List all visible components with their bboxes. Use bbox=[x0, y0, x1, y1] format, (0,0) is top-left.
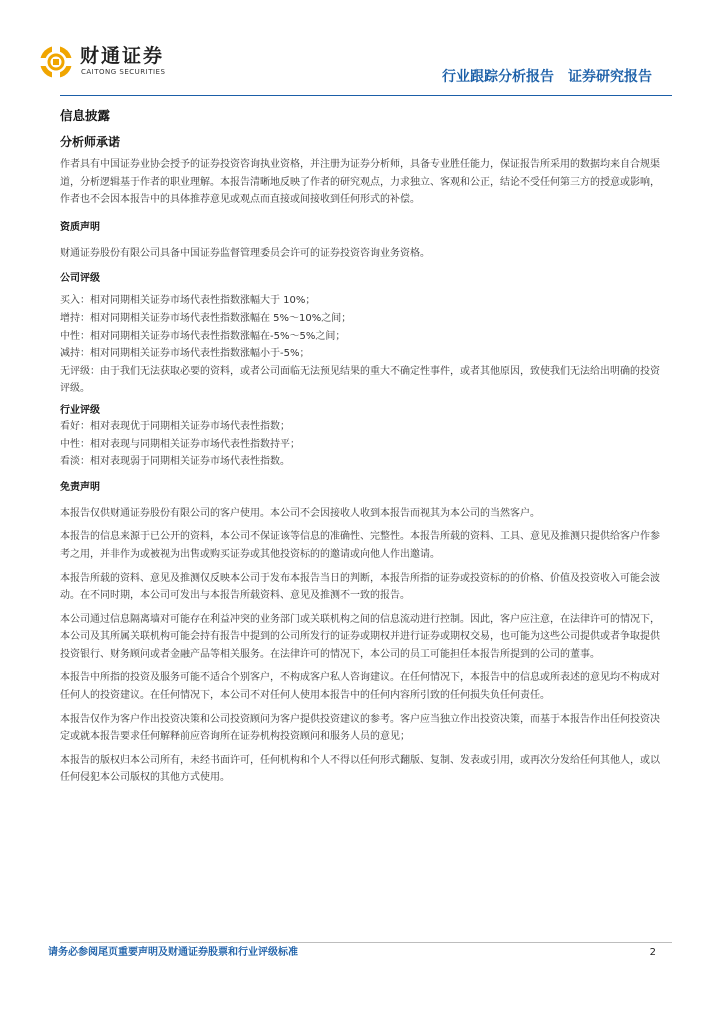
caitong-logo-icon bbox=[38, 44, 74, 80]
disclaimer-title: 免责声明 bbox=[60, 481, 100, 493]
industry-rating-negative: 看淡：相对表现弱于同期相关证券市场代表性指数。 bbox=[60, 456, 290, 468]
footer-divider bbox=[60, 942, 672, 943]
report-type-label bbox=[442, 68, 652, 86]
report-category: 证券研究报告 bbox=[568, 69, 652, 85]
company-rating-none: 无评级：由于我们无法获取必要的资料，或者公司面临无法预见结果的重大不确定性事件，或者其他原因，致使我们无法给出明确的投资评级。 bbox=[60, 365, 660, 395]
footer-note: 请务必参阅尾页重要声明及财通证券股票和行业评级标准 bbox=[48, 947, 298, 958]
disclosure-title: 信息披露 bbox=[60, 108, 111, 123]
header-divider bbox=[60, 95, 672, 96]
page-number: 2 bbox=[649, 947, 656, 958]
industry-rating-title: 行业评级 bbox=[60, 404, 100, 416]
disclaimer-paragraph: 本报告仅供财通证券股份有限公司的客户使用。本公司不会因接收人收到本报告而视其为本公司的当然客户。 bbox=[60, 507, 540, 519]
industry-rating-positive: 看好：相对表现优于同期相关证券市场代表性指数； bbox=[60, 420, 290, 432]
analyst-commitment-title: 分析师承诺 bbox=[60, 135, 121, 149]
disclaimer-paragraph: 本报告仅作为客户作出投资决策和公司投资顾问为客户提供投资建议的参考。客户应当独立作出投资决策，而基于本报告作出任何投资决定或就本报告要求任何解释前应咨询所在证券机构投资顾问和服务人员的意见； bbox=[60, 713, 660, 743]
qualification-text: 财通证券股份有限公司具备中国证券监督管理委员会许可的证券投资咨询业务资格。 bbox=[60, 247, 430, 259]
logo-english-name: CAITONG SECURITIES bbox=[81, 68, 166, 76]
disclaimer-paragraph: 本公司通过信息隔离墙对可能存在利益冲突的业务部门或关联机构之间的信息流动进行控制。因此，客户应注意，在法律许可的情况下，本公司及其所属关联机构可能会持有报告中提到的公司所发行的证券或期权并进行证券或期权交易，也可能为这些公司提供或者争取提供投资银行、财务顾问或者金融产品等相关服务。在法律许可的情况下，本公司的员工可能担任本报告所提到的公司的董事。 bbox=[60, 613, 660, 660]
company-rating-title: 公司评级 bbox=[60, 273, 100, 285]
analyst-commitment-text: 作者具有中国证券业协会授予的证券投资咨询执业资格，并注册为证券分析师，具备专业胜任能力，保证报告所采用的数据均来自合规渠道，分析逻辑基于作者的职业理解。本报告清晰地反映了作者的研究观点，力求独立、客观和公正，结论不受任何第三方的授意或影响，作者也不会因本报告中的具体推荐意见或观点而直接或间接收到任何形式的补偿。 bbox=[60, 159, 660, 206]
disclaimer-paragraph: 本报告的版权归本公司所有，未经书面许可，任何机构和个人不得以任何形式翻版、复制、发表或引用，或再次分发给任何其他人，或以任何侵犯本公司版权的其他方式使用。 bbox=[60, 754, 660, 784]
industry-rating-neutral: 中性：相对表现与同期相关证券市场代表性指数持平； bbox=[60, 438, 300, 450]
logo-chinese-name: 财通证券 bbox=[80, 45, 165, 67]
company-rating-neutral: 中性：相对同期相关证券市场代表性指数涨幅在-5%～5%之间； bbox=[60, 330, 346, 342]
page-header bbox=[0, 0, 724, 96]
document-body bbox=[60, 108, 664, 787]
qualification-title: 资质声明 bbox=[60, 221, 100, 233]
company-rating-overweight: 增持：相对同期相关证券市场代表性指数涨幅在 5%～10%之间； bbox=[60, 312, 352, 324]
disclaimer-paragraph: 本报告中所指的投资及服务可能不适合个别客户，不构成客户私人咨询建议。在任何情况下，本报告中的信息或所表述的意见均不构成对任何人的投资建议。在任何情况下，本公司不对任何人使用本报告中的任何内容所引致的任何损失负任何责任。 bbox=[60, 672, 660, 702]
report-type: 行业跟踪分析报告 bbox=[442, 69, 554, 85]
company-rating-underweight: 减持：相对同期相关证券市场代表性指数涨幅小于-5%； bbox=[60, 348, 310, 360]
company-rating-buy: 买入：相对同期相关证券市场代表性指数涨幅大于 10%； bbox=[60, 295, 316, 307]
disclaimer-paragraph: 本报告的信息来源于已公开的资料，本公司不保证该等信息的准确性、完整性。本报告所载的资料、工具、意见及推测只提供给客户作参考之用，并非作为或被视为出售或购买证券或其他投资标的的邀请或向他人作出邀请。 bbox=[60, 531, 660, 560]
disclaimer-paragraph: 本报告所载的资料、意见及推测仅反映本公司于发布本报告当日的判断，本报告所指的证券或投资标的的价格、价值及投资收入可能会波动。在不同时期，本公司可发出与本报告所载资料、意见及推测不一致的报告。 bbox=[60, 572, 660, 602]
